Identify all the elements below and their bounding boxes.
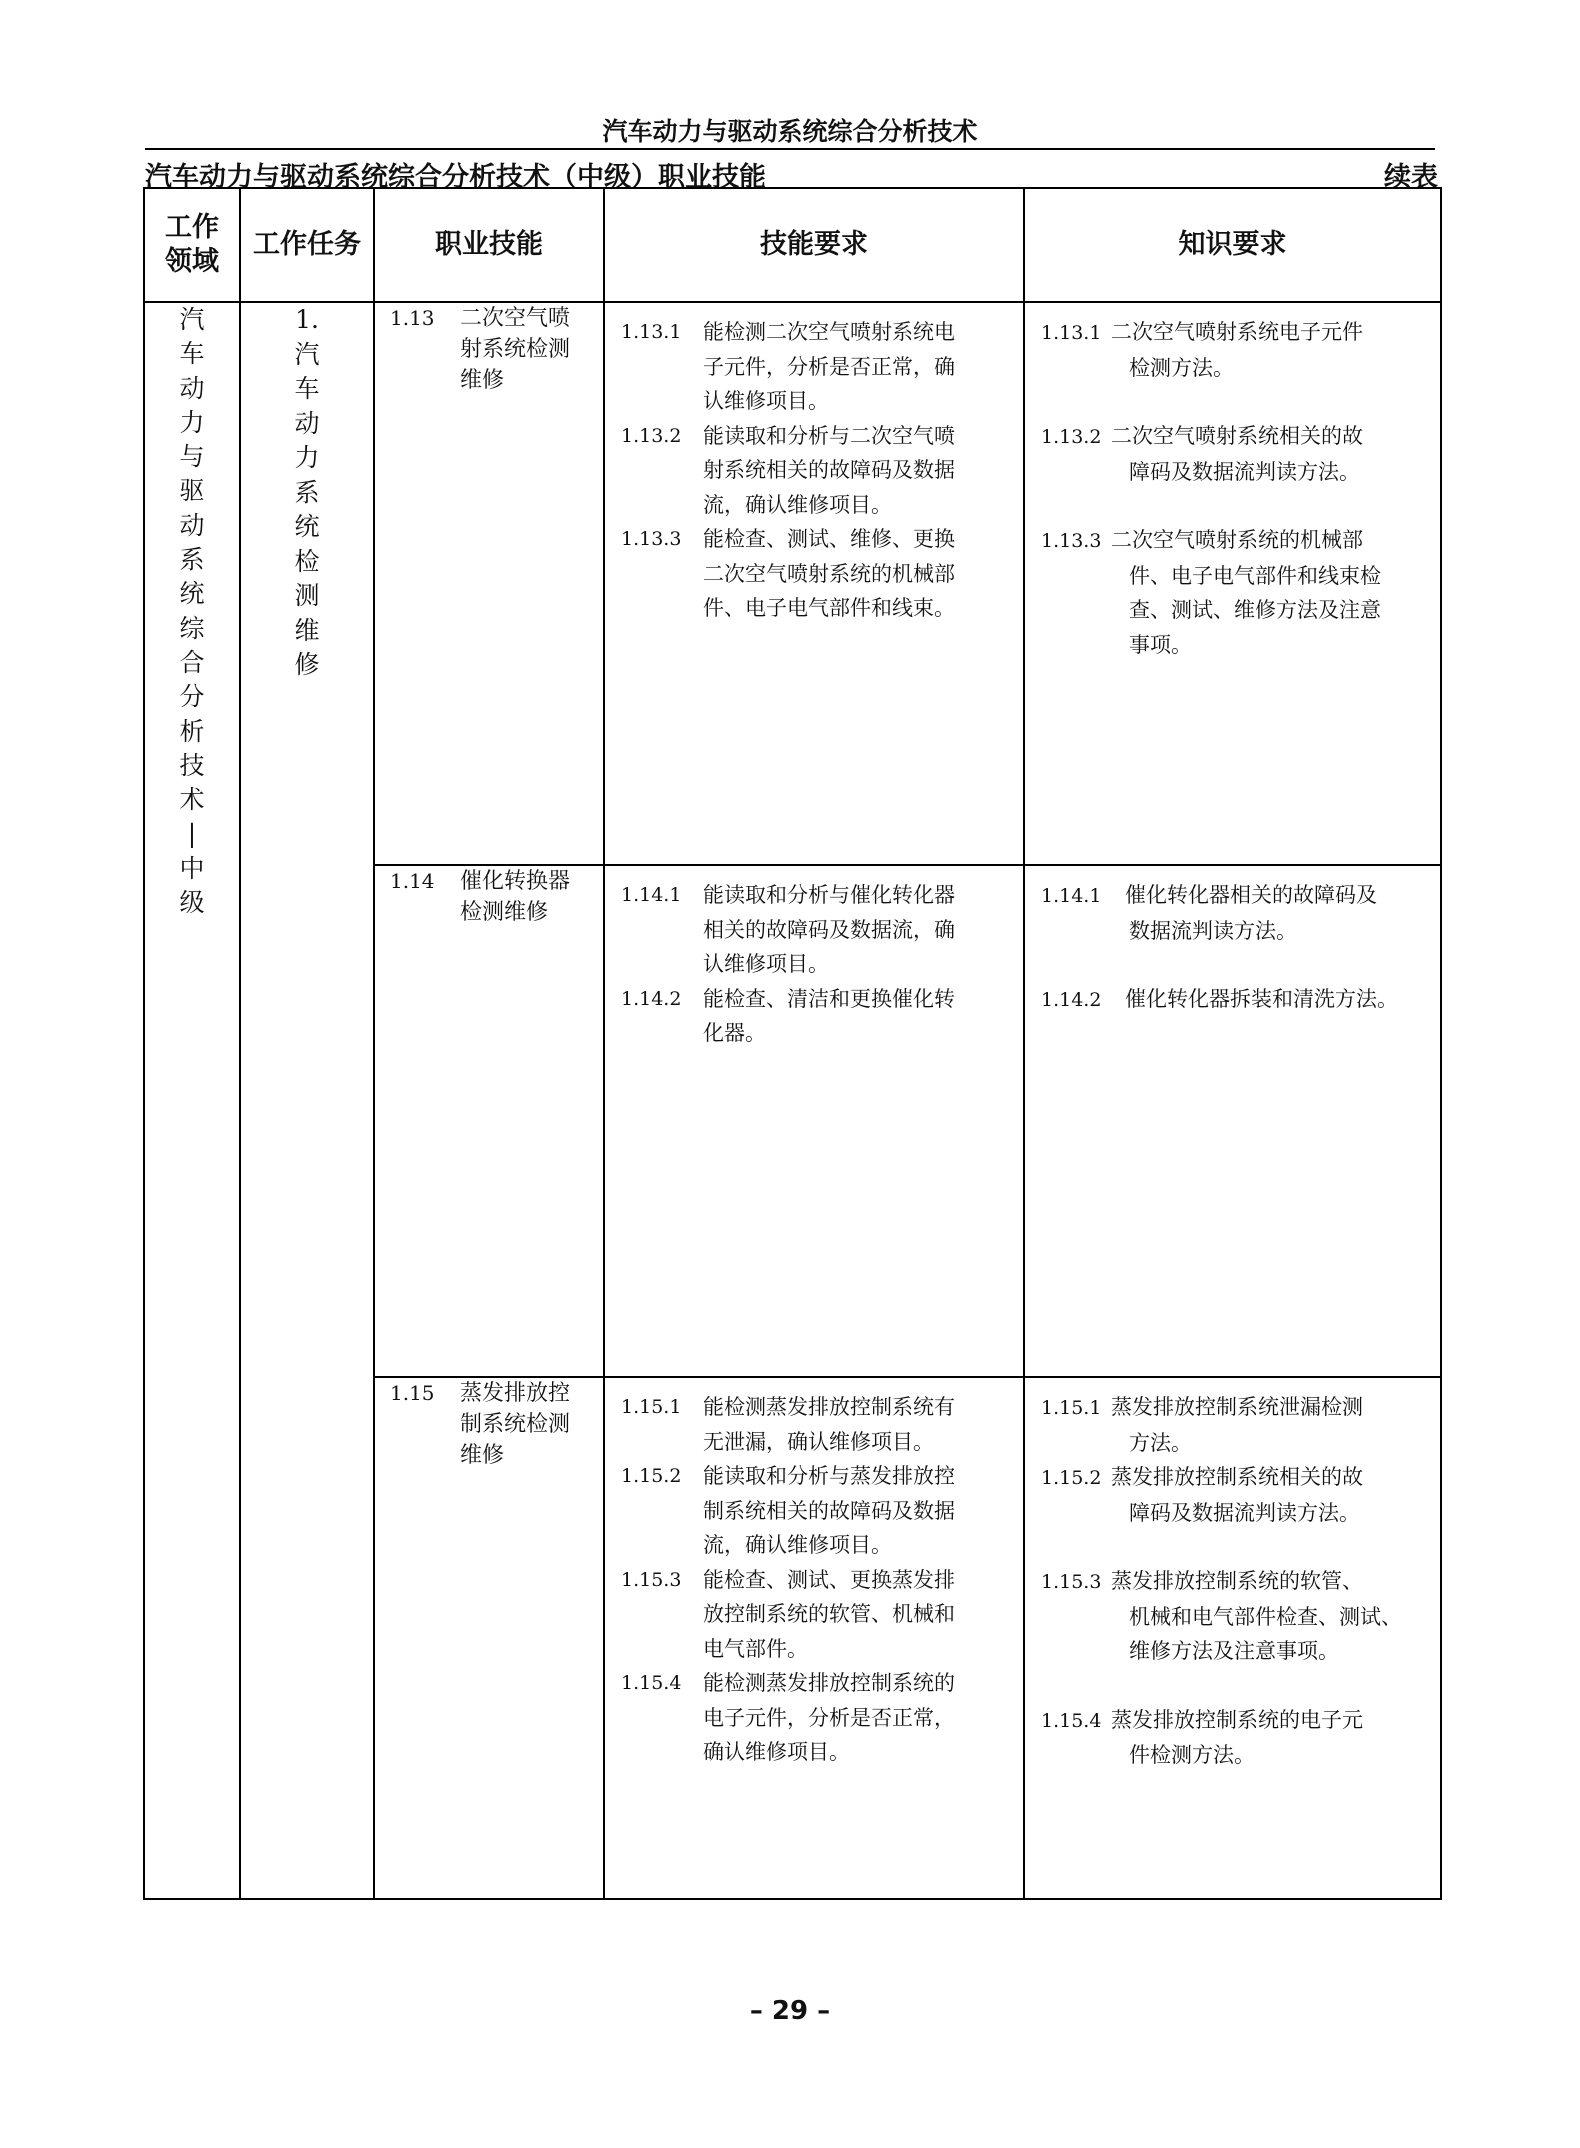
- header-knowledge-requirements: 知识要求: [1024, 188, 1441, 302]
- knowledge-requirement: [1041, 1390, 1430, 1460]
- requirement-line: 流，确认维修项目。: [703, 1533, 892, 1557]
- requirement-number: 1.14.2: [621, 987, 682, 1010]
- task-number: 1.: [295, 305, 319, 334]
- domain-char: 分: [179, 682, 205, 712]
- knowledge-number: 1.14.1: [1041, 885, 1102, 907]
- skill-name-line: 维修: [460, 1443, 505, 1468]
- task-char: 维: [294, 615, 320, 645]
- knowledge-number: 1.13.2: [1041, 426, 1102, 448]
- skill-entry: [375, 1378, 603, 1471]
- knowledge-line: 蒸发排放控制系统的软管、: [1111, 1569, 1363, 1593]
- skill-number: 1.13: [390, 306, 435, 330]
- task-char: 车: [294, 374, 320, 403]
- knowledge-number: 1.15.2: [1041, 1467, 1102, 1489]
- header-skill-requirements: 技能要求: [604, 188, 1024, 302]
- skill-entry: [375, 303, 603, 396]
- task-char: 统: [294, 512, 320, 541]
- knowledge-line: 维修方法及注意事项。: [1129, 1639, 1339, 1663]
- requirement-text: [703, 1390, 1013, 1459]
- knowledge-line: 查、测试、维修方法及注意: [1129, 598, 1381, 622]
- skill-entry: [375, 866, 603, 928]
- requirement-line: 制系统相关的故障码及数据: [703, 1498, 955, 1523]
- requirement-number: 1.13.3: [621, 528, 682, 550]
- header-skill: 职业技能: [374, 188, 604, 302]
- knowledge-requirement: [1041, 523, 1430, 662]
- knowledge-number: 1.15.4: [1041, 1709, 1102, 1732]
- task-char: 测: [294, 581, 320, 610]
- requirement-text: [703, 982, 1013, 1051]
- skill-name-line: 二次空气喷: [460, 306, 571, 331]
- task-char: 系: [294, 477, 320, 507]
- knowledge-line: 催化转化器相关的故障码及: [1125, 883, 1377, 907]
- requirement-line: 放控制系统的软管、机械和: [703, 1602, 955, 1626]
- knowledge-requirement: [1041, 1564, 1430, 1669]
- requirement-line: 二次空气喷射系统的机械部: [703, 561, 955, 586]
- requirement-line: 能检测蒸发排放控制系统有: [703, 1395, 955, 1419]
- requirement-line: 能读取和分析与二次空气喷: [703, 423, 955, 448]
- knowledge-number: 1.14.2: [1041, 989, 1102, 1011]
- knowledge-line: 蒸发排放控制系统的电子元: [1111, 1707, 1363, 1732]
- work-domain-text: [179, 303, 204, 920]
- knowledge-number: 1.13.3: [1041, 530, 1102, 552]
- skill-number: 1.14: [390, 869, 435, 893]
- skill-name-line: 蒸发排放控: [460, 1381, 571, 1406]
- skill-requirement: [621, 878, 1013, 982]
- requirement-line: 相关的故障码及数据流，确: [703, 917, 955, 942]
- knowledge-spacer: [1041, 385, 1430, 419]
- knowledge-spacer: [1041, 948, 1430, 982]
- work-domain-cell: [144, 302, 240, 1899]
- knowledge-line: 事项。: [1129, 632, 1192, 657]
- domain-char: 动: [179, 373, 205, 403]
- requirement-line: 能读取和分析与催化转化器: [703, 883, 955, 907]
- header-domain-line2: 领域: [165, 246, 219, 277]
- knowledge-requirement-list: [1025, 303, 1440, 662]
- knowledge-line: 蒸发排放控制系统泄漏检测: [1111, 1395, 1363, 1419]
- knowledge-line: 二次空气喷射系统的机械部: [1111, 528, 1363, 552]
- skill-requirements-cell: [604, 865, 1024, 1377]
- skill-requirement-list: [605, 1378, 1023, 1770]
- domain-char: 系: [179, 545, 205, 575]
- domain-char: 中: [179, 853, 205, 883]
- requirement-line: 子元件，分析是否正常，确: [703, 354, 955, 379]
- page-number: – 29 –: [749, 1996, 831, 2026]
- requirement-line: 认维修项目。: [703, 389, 829, 413]
- skill-requirement-list: [605, 303, 1023, 626]
- domain-char: 汽: [179, 305, 205, 334]
- knowledge-spacer: [1041, 1669, 1430, 1703]
- requirement-line: 流，确认维修项目。: [703, 492, 892, 517]
- work-task-text: [294, 303, 319, 683]
- requirement-number: 1.13.1: [621, 321, 682, 343]
- skill-name-line: 制系统检测: [460, 1412, 571, 1437]
- domain-char: 技: [179, 750, 205, 780]
- requirement-number: 1.15.3: [621, 1568, 682, 1591]
- skill-name: [460, 866, 580, 928]
- requirement-line: 能检测蒸发排放控制系统的: [703, 1671, 955, 1695]
- header-work-domain: [144, 188, 240, 302]
- domain-char: 车: [179, 339, 205, 369]
- knowledge-line: 二次空气喷射系统相关的故: [1111, 424, 1363, 448]
- skills-table: [143, 187, 1442, 1900]
- requirement-line: 无泄漏，确认维修项目。: [703, 1429, 934, 1454]
- requirement-line: 能检测二次空气喷射系统电: [703, 320, 955, 344]
- task-char: 修: [294, 650, 320, 679]
- header-work-task: 工作任务: [240, 188, 374, 302]
- knowledge-line: 件、电子电气部件和线束检: [1129, 563, 1381, 588]
- knowledge-line: 检测方法。: [1129, 355, 1234, 380]
- domain-char: 驱: [179, 476, 205, 506]
- knowledge-number: 1.13.1: [1041, 322, 1102, 344]
- domain-char: 统: [179, 579, 205, 609]
- requirement-number: 1.13.2: [621, 424, 682, 447]
- task-char: 力: [294, 443, 320, 472]
- knowledge-line: 障码及数据流判读方法。: [1129, 1500, 1360, 1525]
- knowledge-requirement: [1041, 315, 1430, 385]
- skill-requirement: [621, 315, 1013, 419]
- knowledge-requirements-cell: [1024, 865, 1441, 1377]
- knowledge-requirement: [1041, 1460, 1430, 1530]
- skill-requirement: [621, 419, 1013, 523]
- skill-requirement: [621, 1666, 1013, 1770]
- requirement-line: 确认维修项目。: [703, 1740, 850, 1764]
- domain-char: 合: [179, 647, 205, 677]
- requirement-text: [703, 315, 1013, 419]
- skill-requirements-cell: [604, 1377, 1024, 1899]
- skill-cell: [374, 302, 604, 865]
- requirement-text: [703, 1666, 1013, 1770]
- domain-char: 力: [179, 407, 205, 437]
- requirement-text: [703, 522, 1013, 626]
- requirement-line: 能检查、测试、维修、更换: [703, 527, 955, 551]
- knowledge-line: 方法。: [1129, 1430, 1192, 1455]
- requirement-line: 能检查、清洁和更换催化转: [703, 986, 955, 1011]
- knowledge-requirement: [1041, 878, 1430, 948]
- skill-requirement-list: [605, 866, 1023, 1051]
- knowledge-spacer: [1041, 489, 1430, 523]
- work-task-cell: [240, 302, 374, 1899]
- knowledge-line: 蒸发排放控制系统相关的故: [1111, 1465, 1363, 1489]
- continued-label: 续表: [1384, 162, 1438, 193]
- knowledge-number: 1.15.1: [1041, 1397, 1102, 1419]
- skill-requirements-cell: [604, 302, 1024, 865]
- skill-number: 1.15: [390, 1381, 435, 1405]
- domain-char: |: [187, 819, 197, 849]
- requirement-number: 1.15.2: [621, 1465, 682, 1487]
- skill-cell: [374, 1377, 604, 1899]
- knowledge-line: 件检测方法。: [1129, 1743, 1255, 1767]
- header-rule: [145, 148, 1435, 150]
- task-char: 动: [294, 408, 320, 438]
- skill-name-line: 维修: [460, 368, 505, 393]
- knowledge-line: 二次空气喷射系统电子元件: [1111, 320, 1363, 344]
- skill-name: [460, 303, 580, 396]
- skill-name: [460, 1378, 580, 1471]
- domain-char: 综: [179, 613, 205, 643]
- table-header-row: [144, 188, 1441, 302]
- skill-requirement: [621, 1563, 1013, 1667]
- knowledge-requirements-cell: [1024, 1377, 1441, 1899]
- requirement-line: 认维修项目。: [703, 952, 829, 976]
- requirement-number: 1.14.1: [621, 884, 682, 906]
- knowledge-requirement: [1041, 419, 1430, 489]
- requirement-line: 能读取和分析与蒸发排放控: [703, 1464, 955, 1488]
- skill-name-line: 检测维修: [460, 900, 549, 925]
- domain-char: 与: [179, 442, 205, 472]
- knowledge-requirement-list: [1025, 1378, 1440, 1773]
- domain-char: 析: [179, 716, 205, 746]
- requirement-line: 电子元件，分析是否正常，: [703, 1705, 955, 1730]
- header-domain-line1: 工作: [165, 212, 219, 243]
- requirement-line: 射系统相关的故障码及数据: [703, 458, 955, 482]
- requirement-line: 件、电子电气部件和线束。: [703, 596, 955, 620]
- skill-requirement: [621, 1390, 1013, 1459]
- requirement-number: 1.15.1: [621, 1396, 682, 1418]
- knowledge-requirement: [1041, 982, 1430, 1018]
- requirement-line: 化器。: [703, 1021, 766, 1045]
- running-head: 汽车动力与驱动系统综合分析技术: [602, 117, 978, 146]
- table-row: [144, 302, 1441, 865]
- task-char: 检: [294, 546, 320, 576]
- requirement-line: 电气部件。: [703, 1636, 808, 1661]
- requirement-text: [703, 1563, 1013, 1667]
- domain-char: 术: [179, 785, 205, 815]
- knowledge-requirement-list: [1025, 866, 1440, 1018]
- requirement-text: [703, 878, 1013, 982]
- skill-requirement: [621, 1459, 1013, 1563]
- table-caption: 汽车动力与驱动系统综合分析技术（中级）职业技能: [145, 162, 766, 193]
- domain-char: 动: [179, 510, 205, 540]
- knowledge-line: 催化转化器拆装和清洗方法。: [1125, 987, 1398, 1011]
- requirement-text: [703, 1459, 1013, 1563]
- knowledge-number: 1.15.3: [1041, 1571, 1102, 1593]
- knowledge-spacer: [1041, 1530, 1430, 1564]
- task-char: 汽: [294, 339, 320, 369]
- knowledge-line: 机械和电气部件检查、测试、: [1129, 1604, 1402, 1629]
- skill-requirement: [621, 982, 1013, 1051]
- knowledge-line: 数据流判读方法。: [1129, 918, 1297, 943]
- skill-cell: [374, 865, 604, 1377]
- skill-name-line: 催化转换器: [460, 869, 571, 894]
- requirement-number: 1.15.4: [621, 1672, 682, 1694]
- requirement-text: [703, 419, 1013, 523]
- knowledge-requirements-cell: [1024, 302, 1441, 865]
- requirement-line: 能检查、测试、更换蒸发排: [703, 1567, 955, 1592]
- knowledge-line: 障码及数据流判读方法。: [1129, 459, 1360, 484]
- knowledge-requirement: [1041, 1703, 1430, 1773]
- skill-requirement: [621, 522, 1013, 626]
- skill-name-line: 射系统检测: [460, 337, 571, 362]
- domain-char: 级: [179, 888, 205, 918]
